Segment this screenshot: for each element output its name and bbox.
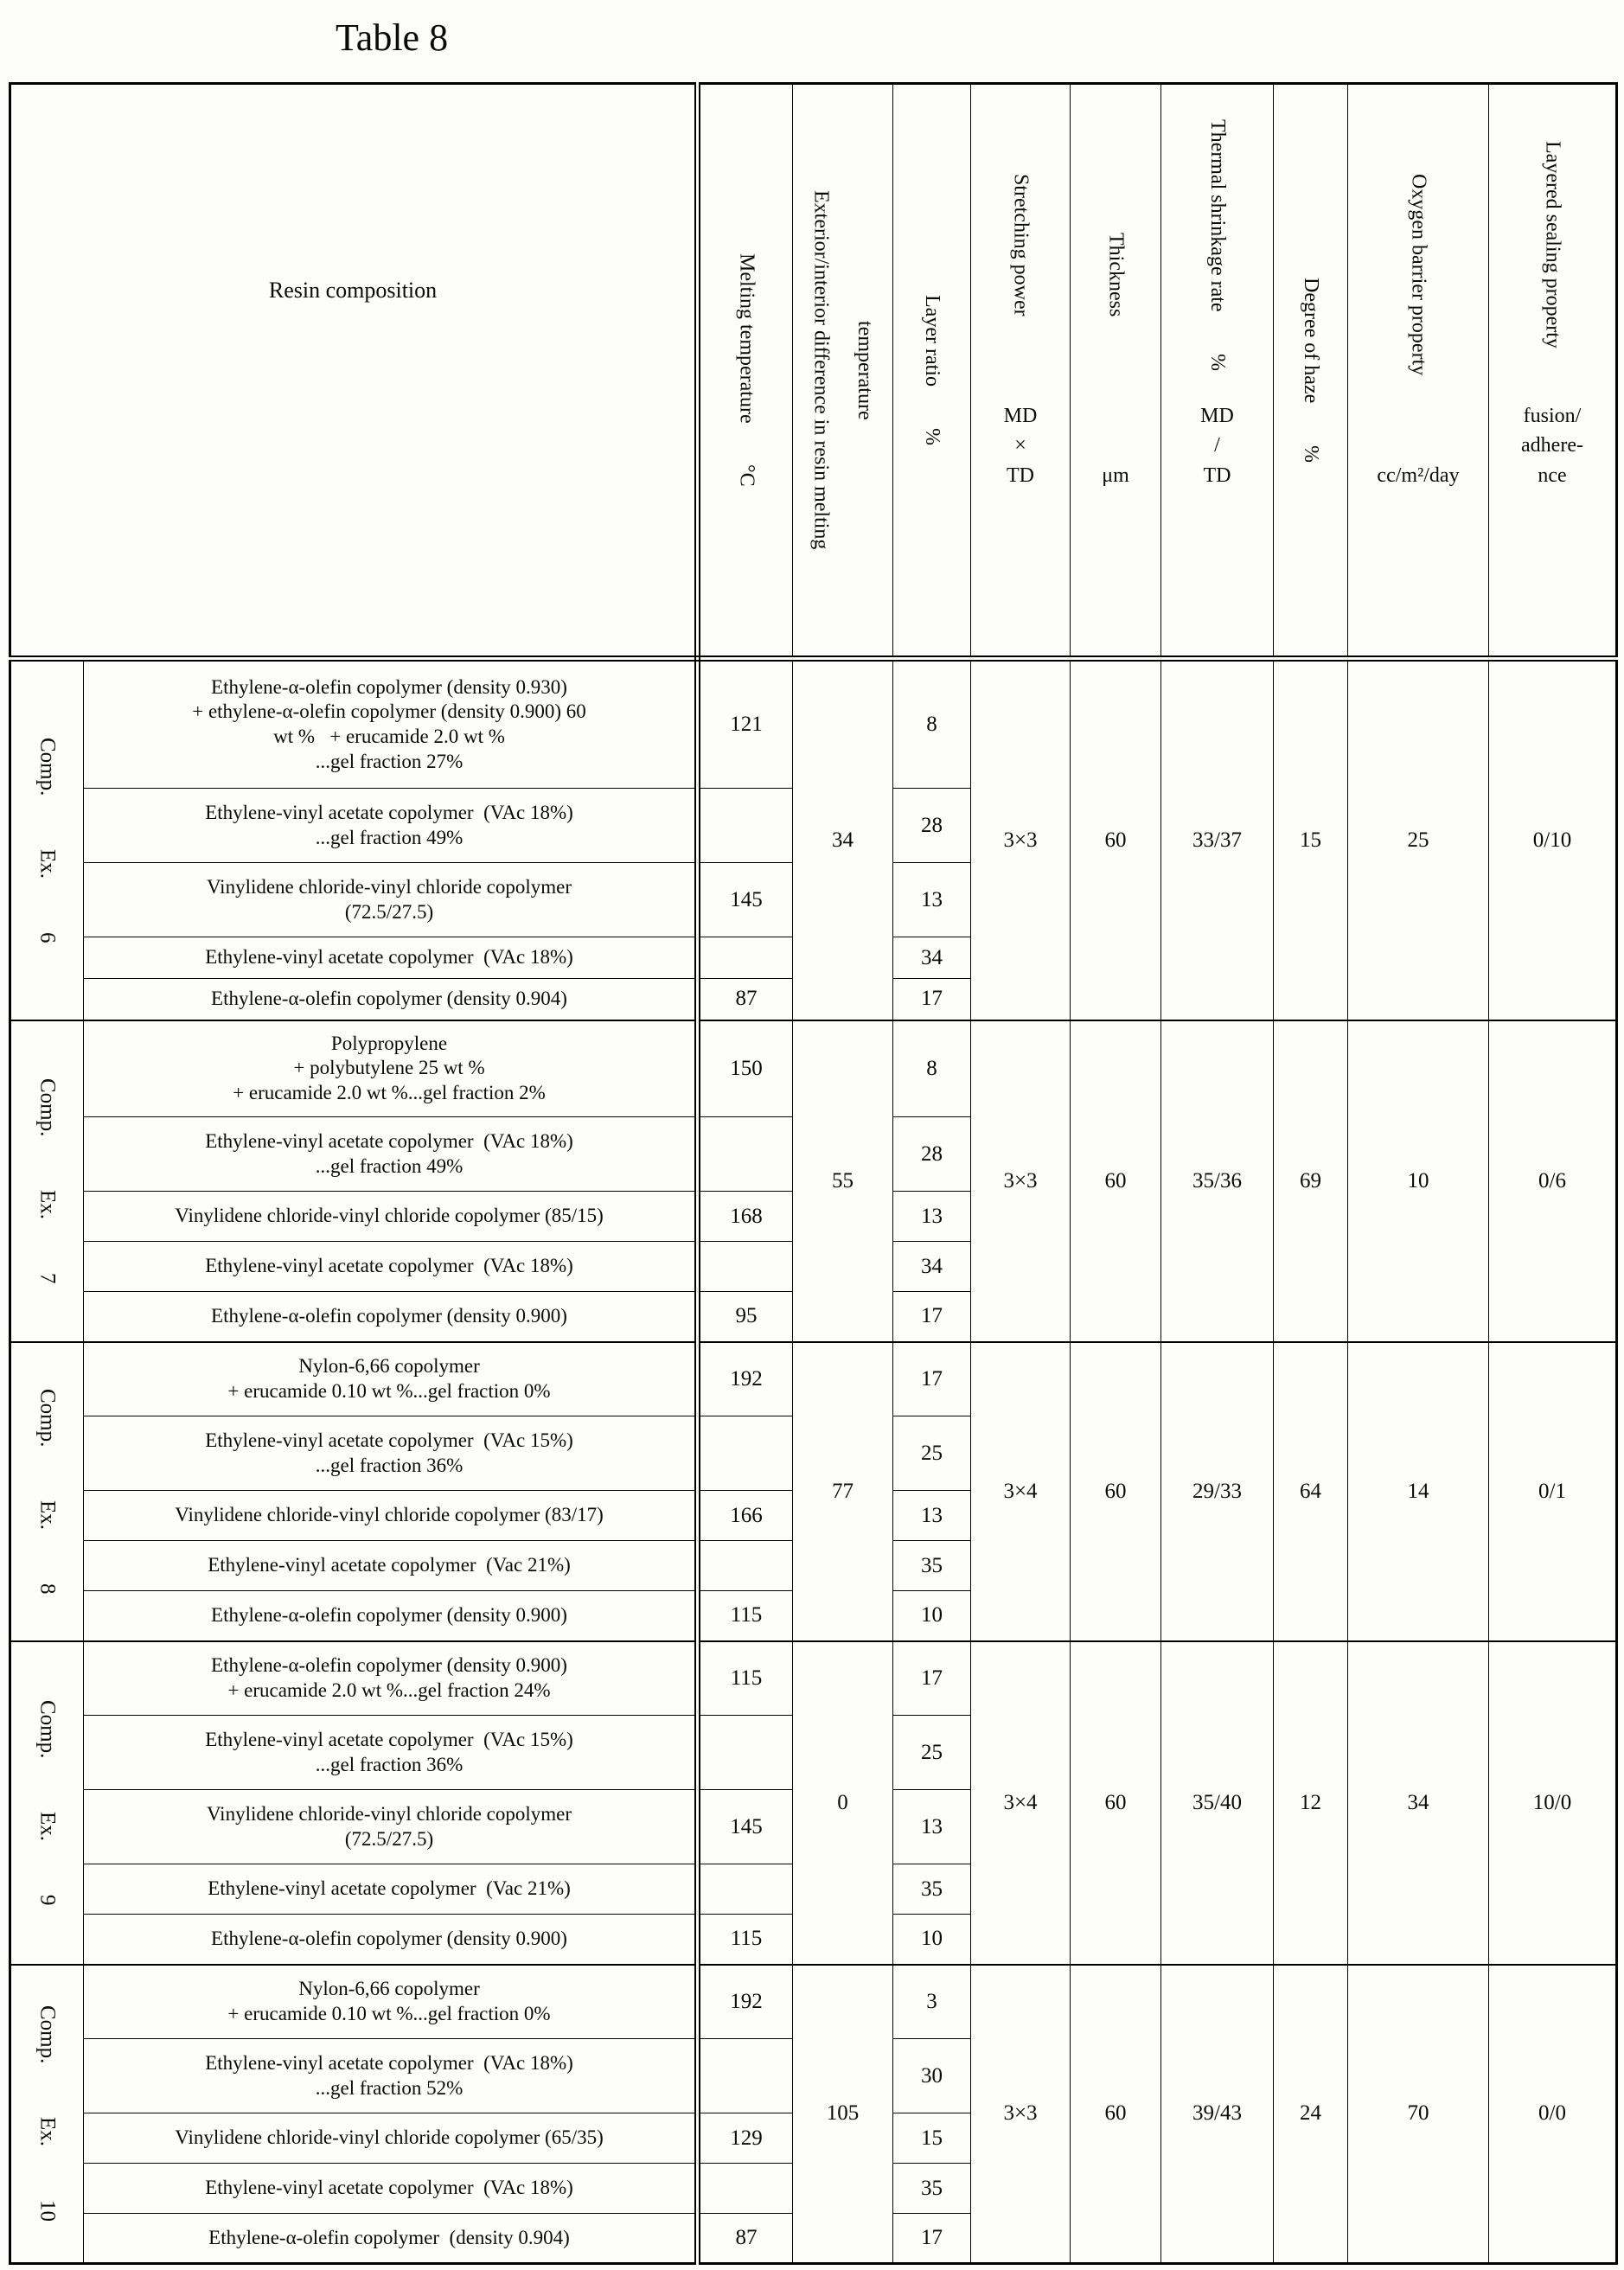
- group-label-part: Comp.: [35, 2005, 60, 2064]
- layer-cell: 15: [893, 2113, 971, 2164]
- melting-cell: 150: [698, 1020, 793, 1117]
- header-degree-of-haze: [1274, 84, 1348, 659]
- group-comp-ex-6: [10, 659, 1617, 1020]
- resin-cell: Vinylidene chloride-vinyl chloride copolymer (83/17): [84, 1491, 698, 1541]
- resin-cell: Ethylene-α-olefin copolymer (density 0.900): [84, 1591, 698, 1641]
- haze-cell: 24: [1274, 1965, 1348, 2264]
- header-exterior-interior-difference: [793, 84, 893, 659]
- resin-cell: Ethylene-vinyl acetate copolymer (VAc 15%) ...gel fraction 36%: [84, 1716, 698, 1790]
- group-label-part: Ex.: [35, 849, 60, 879]
- shrinkage-sub-label: MD / TD: [1200, 404, 1234, 488]
- shrinkage-unit: %: [1206, 353, 1229, 371]
- haze-unit: %: [1300, 444, 1322, 463]
- layer-cell: 35: [893, 2164, 971, 2214]
- group-comp-ex-10: [10, 1965, 1617, 2264]
- layer-cell: 28: [893, 789, 971, 863]
- group-comp-ex-7: [10, 1020, 1617, 1342]
- haze-cell: 12: [1274, 1641, 1348, 1965]
- stretching-cell: 3×3: [971, 1965, 1071, 2264]
- layer-cell: 8: [893, 659, 971, 789]
- group-label-part: Comp.: [35, 1388, 60, 1447]
- layer-cell: 35: [893, 1541, 971, 1591]
- group-label-part: 7: [35, 1272, 60, 1284]
- resin-cell: Ethylene-α-olefin copolymer (density 0.900) + erucamide 2.0 wt %...gel fraction 24%: [84, 1641, 698, 1716]
- thickness-unit: μm: [1102, 464, 1129, 488]
- melting-cell: [698, 937, 793, 979]
- header-row: [10, 84, 1617, 659]
- shrinkage-cell: 35/40: [1161, 1641, 1274, 1965]
- resin-cell: Ethylene-α-olefin copolymer (density 0.904): [84, 2214, 698, 2264]
- header-layer-ratio: [893, 84, 971, 659]
- melting-unit: °C: [735, 464, 758, 488]
- shrinkage-cell: 39/43: [1161, 1965, 1274, 2264]
- resin-cell: Ethylene-vinyl acetate copolymer (Vac 21%): [84, 1864, 698, 1915]
- group-label-part: 6: [35, 932, 60, 943]
- table-8: [9, 82, 1618, 2265]
- resin-cell: Ethylene-vinyl acetate copolymer (VAc 18%): [84, 1242, 698, 1292]
- table-row: [10, 1965, 1617, 2039]
- stretching-cell: 3×4: [971, 1342, 1071, 1641]
- layer-cell: 34: [893, 1242, 971, 1292]
- melting-cell: 145: [698, 863, 793, 937]
- ext-int-cell: 77: [793, 1342, 893, 1641]
- resin-cell: Vinylidene chloride-vinyl chloride copolymer (85/15): [84, 1192, 698, 1242]
- melting-cell: [698, 1864, 793, 1915]
- sealing-cell: 0/6: [1489, 1020, 1617, 1342]
- group-comp-ex-9: [10, 1641, 1617, 1965]
- haze-cell: 69: [1274, 1020, 1348, 1342]
- melting-cell: [698, 1117, 793, 1192]
- layer-cell: 17: [893, 2214, 971, 2264]
- group-label-part: Comp.: [35, 1077, 60, 1136]
- melting-cell: 87: [698, 979, 793, 1020]
- melting-cell: 192: [698, 1342, 793, 1416]
- thickness-cell: 60: [1071, 1020, 1161, 1342]
- header-thermal-shrinkage-rate: [1161, 84, 1274, 659]
- melting-cell: 115: [698, 1915, 793, 1965]
- resin-cell: Ethylene-α-olefin copolymer (density 0.930) + ethylene-α-olefin copolymer (density 0.900) 60 wt % + erucamide 2.0 wt % ...gel fraction 27%: [84, 659, 698, 789]
- ext-int-cell: 0: [793, 1641, 893, 1965]
- layer-cell: 30: [893, 2039, 971, 2113]
- haze-cell: 64: [1274, 1342, 1348, 1641]
- oxygen-cell: 34: [1348, 1641, 1489, 1965]
- resin-cell: Ethylene-α-olefin copolymer (density 0.900): [84, 1915, 698, 1965]
- oxygen-cell: 25: [1348, 659, 1489, 1020]
- melting-cell: 87: [698, 2214, 793, 2264]
- shrinkage-cell: 35/36: [1161, 1020, 1274, 1342]
- thickness-cell: 60: [1071, 1641, 1161, 1965]
- stretching-cell: 3×3: [971, 659, 1071, 1020]
- melting-cell: [698, 1242, 793, 1292]
- resin-cell: Ethylene-vinyl acetate copolymer (VAc 18%) ...gel fraction 49%: [84, 789, 698, 863]
- thickness-label: Thickness: [1104, 233, 1128, 317]
- haze-label: Degree of haze: [1300, 278, 1322, 404]
- sealing-cell: 10/0: [1489, 1641, 1617, 1965]
- thickness-cell: 60: [1071, 1342, 1161, 1641]
- layer-cell: 28: [893, 1117, 971, 1192]
- header-resin-composition: [10, 84, 698, 659]
- layer-cell: 34: [893, 937, 971, 979]
- group-label: [10, 1342, 84, 1641]
- sealing-cell: 0/0: [1489, 1965, 1617, 2264]
- oxygen-unit: cc/m²/day: [1377, 464, 1460, 488]
- resin-cell: Ethylene-vinyl acetate copolymer (Vac 21%): [84, 1541, 698, 1591]
- melting-cell: [698, 1416, 793, 1491]
- ext-int-label: Exterior/interior difference in resin melting temperature: [809, 190, 876, 550]
- layer-cell: 13: [893, 1491, 971, 1541]
- resin-cell: Polypropylene + polybutylene 25 wt % + erucamide 2.0 wt %...gel fraction 2%: [84, 1020, 698, 1117]
- resin-cell: Nylon-6,66 copolymer + erucamide 0.10 wt %...gel fraction 0%: [84, 1342, 698, 1416]
- sealing-label: Layered sealing property: [1541, 141, 1564, 349]
- melting-cell: 95: [698, 1292, 793, 1342]
- melting-cell: 129: [698, 2113, 793, 2164]
- resin-cell: Ethylene-vinyl acetate copolymer (VAc 18%) ...gel fraction 52%: [84, 2039, 698, 2113]
- melting-cell: 192: [698, 1965, 793, 2039]
- resin-cell: Ethylene-vinyl acetate copolymer (VAc 18%) ...gel fraction 49%: [84, 1117, 698, 1192]
- layer-cell: 25: [893, 1416, 971, 1491]
- haze-cell: 15: [1274, 659, 1348, 1020]
- resin-cell: Vinylidene chloride-vinyl chloride copolymer (65/35): [84, 2113, 698, 2164]
- header-melting-temperature: [698, 84, 793, 659]
- group-comp-ex-8: [10, 1342, 1617, 1641]
- ext-int-cell: 34: [793, 659, 893, 1020]
- shrinkage-cell: 29/33: [1161, 1342, 1274, 1641]
- group-label: [10, 1641, 84, 1965]
- melting-cell: 115: [698, 1591, 793, 1641]
- group-label-part: Comp.: [35, 1699, 60, 1758]
- oxygen-cell: 14: [1348, 1342, 1489, 1641]
- layer-cell: 25: [893, 1716, 971, 1790]
- resin-cell: Ethylene-vinyl acetate copolymer (VAc 18%): [84, 2164, 698, 2214]
- stretching-cell: 3×4: [971, 1641, 1071, 1965]
- layer-cell: 17: [893, 1292, 971, 1342]
- group-label-part: Comp.: [35, 737, 60, 796]
- layer-ratio-unit: %: [921, 427, 943, 445]
- group-label: [10, 1020, 84, 1342]
- melting-cell: 121: [698, 659, 793, 789]
- resin-cell: Vinylidene chloride-vinyl chloride copolymer (72.5/27.5): [84, 863, 698, 937]
- resin-cell: Ethylene-vinyl acetate copolymer (VAc 15%) ...gel fraction 36%: [84, 1416, 698, 1491]
- header-oxygen-barrier-property: [1348, 84, 1489, 659]
- melting-cell: 145: [698, 1790, 793, 1864]
- group-label-part: 8: [35, 1583, 60, 1595]
- table-row: [10, 659, 1617, 789]
- layer-cell: 8: [893, 1020, 971, 1117]
- resin-cell: Ethylene-vinyl acetate copolymer (VAc 18%): [84, 937, 698, 979]
- stretching-cell: 3×3: [971, 1020, 1071, 1342]
- group-label-part: 10: [35, 2200, 60, 2222]
- melting-cell: 166: [698, 1491, 793, 1541]
- oxygen-cell: 70: [1348, 1965, 1489, 2264]
- stretching-label: Stretching power: [1009, 173, 1033, 317]
- sealing-cell: 0/1: [1489, 1342, 1617, 1641]
- sealing-cell: 0/10: [1489, 659, 1617, 1020]
- melting-cell: [698, 2164, 793, 2214]
- table-row: [10, 1342, 1617, 1416]
- header-layered-sealing-property: [1489, 84, 1617, 659]
- melting-cell: [698, 2039, 793, 2113]
- shrinkage-cell: 33/37: [1161, 659, 1274, 1020]
- oxygen-cell: 10: [1348, 1020, 1489, 1342]
- thickness-cell: 60: [1071, 1965, 1161, 2264]
- layer-cell: 13: [893, 1790, 971, 1864]
- header-stretching-power: [971, 84, 1071, 659]
- resin-cell: Nylon-6,66 copolymer + erucamide 0.10 wt %...gel fraction 0%: [84, 1965, 698, 2039]
- resin-cell: Ethylene-α-olefin copolymer (density 0.904): [84, 979, 698, 1020]
- melting-label: Melting temperature: [735, 253, 758, 424]
- group-label-part: Ex.: [35, 1811, 60, 1841]
- layer-ratio-label: Layer ratio: [921, 295, 943, 387]
- melting-cell: 115: [698, 1641, 793, 1716]
- group-label-part: 9: [35, 1894, 60, 1906]
- shrinkage-label: Thermal shrinkage rate: [1206, 119, 1229, 312]
- group-label-part: Ex.: [35, 1189, 60, 1219]
- group-label-part: Ex.: [35, 2117, 60, 2147]
- sealing-sub-label: fusion/ adhere- nce: [1521, 404, 1583, 488]
- table-row: [10, 1641, 1617, 1716]
- layer-cell: 17: [893, 1342, 971, 1416]
- layer-cell: 13: [893, 1192, 971, 1242]
- table-header: [10, 84, 1617, 659]
- layer-cell: 10: [893, 1591, 971, 1641]
- layer-cell: 13: [893, 863, 971, 937]
- melting-cell: 168: [698, 1192, 793, 1242]
- layer-cell: 3: [893, 1965, 971, 2039]
- group-label: [10, 659, 84, 1020]
- melting-cell: [698, 1716, 793, 1790]
- table-row: [10, 1020, 1617, 1117]
- group-label: [10, 1965, 84, 2264]
- ext-int-cell: 105: [793, 1965, 893, 2264]
- table-title: Table 8: [336, 16, 449, 59]
- layer-cell: 17: [893, 979, 971, 1020]
- layer-cell: 35: [893, 1864, 971, 1915]
- ext-int-cell: 55: [793, 1020, 893, 1342]
- melting-cell: [698, 789, 793, 863]
- melting-cell: [698, 1541, 793, 1591]
- layer-cell: 10: [893, 1915, 971, 1965]
- resin-cell: Ethylene-α-olefin copolymer (density 0.900): [84, 1292, 698, 1342]
- thickness-cell: 60: [1071, 659, 1161, 1020]
- stretching-sub-label: MD × TD: [1003, 404, 1038, 488]
- group-label-part: Ex.: [35, 1499, 60, 1530]
- header-thickness: [1071, 84, 1161, 659]
- header-resin-label: Resin composition: [268, 278, 438, 303]
- resin-cell: Vinylidene chloride-vinyl chloride copolymer (72.5/27.5): [84, 1790, 698, 1864]
- layer-cell: 17: [893, 1641, 971, 1716]
- oxygen-label: Oxygen barrier property: [1407, 174, 1430, 376]
